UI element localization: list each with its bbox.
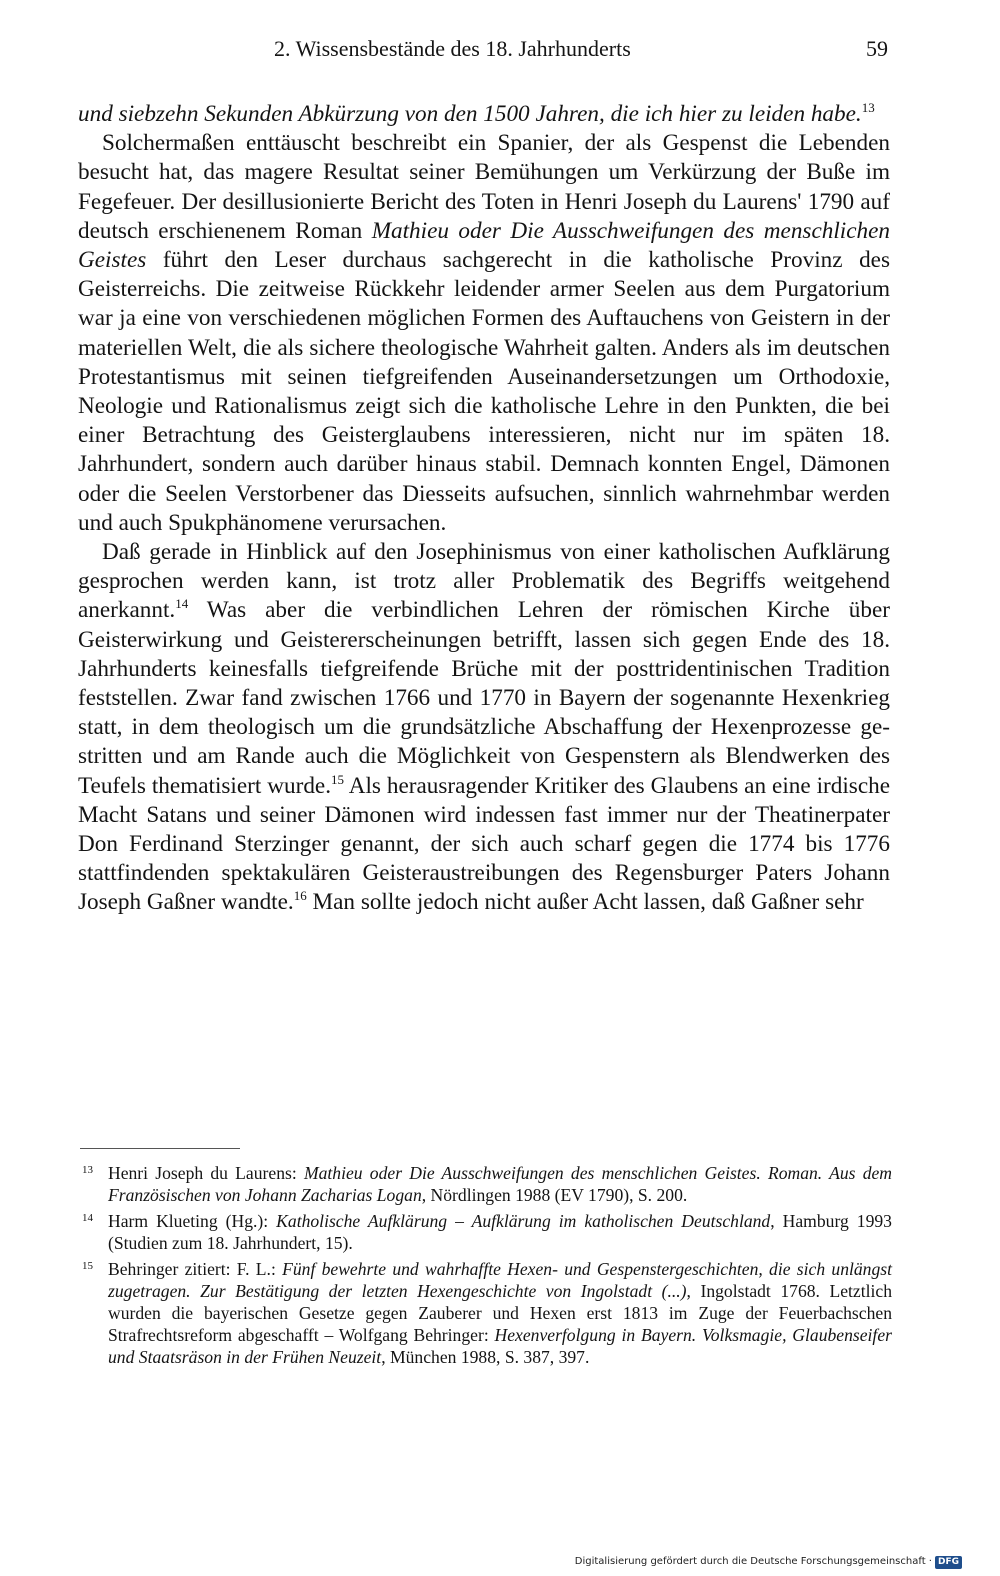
footnote-15 — [82, 1258, 892, 1368]
footnote-text: , Ingolstadt 1768. Letztlich wurden die bayerischen Gesetze gegen Zauberer und Hexen erst 1813 im Zuge der Feuerbachschen Strafrechtsreform abgeschafft – Wolfgang Behringer: — [108, 1281, 892, 1345]
footnote-13 — [82, 1162, 892, 1206]
main-text — [78, 100, 890, 918]
quote-continuation: und siebzehn Sekunden Abkürzung von den 1500 Jahren, die ich hier zu leiden habe. — [78, 101, 862, 127]
footnote-text: , Hamburg 1993 (Studien zum 18. Jahrhundert, 15). — [108, 1211, 892, 1253]
footnote-ref-15[interactable]: 15 — [331, 771, 345, 787]
footnote-text: Harm Klueting (Hg.): — [108, 1211, 277, 1231]
page-number: 59 — [866, 36, 888, 61]
paragraph-3-text-b: Was aber die verbindlichen Lehren der römischen Kirche über Geisterwirkung und Geistererscheinungen betrifft, lassen sich gegen Ende des 18. Jahrhunderts keinesfalls tiefgreifende Brüche mit der posttridentinischen Tradition feststellen. Zwar fand zwischen 1766 und 1770 in Bayern der sogenannte Hexenkrieg statt, in dem theologisch um die grundsätzliche Abschaffung der Hexenprozesse gestritten und am Rande auch die Möglichkeit von Gespenstern als Blendwerken des Teufels thematisiert wurde. — [78, 597, 890, 799]
paragraph-3-text-a: Daß gerade in Hinblick auf den Josephinismus von einer katholischen Aufklärung gesprochen werden kann, ist trotz aller Problematik des Begriffs weitgehend anerkannt. — [78, 539, 890, 624]
footnote-divider — [80, 1148, 240, 1149]
footnote-text: Henri Joseph du Laurens: — [108, 1163, 304, 1183]
footnote-title: Hexenverfolgung in Bayern. Volksmagie, Glaubenseifer und Staatsräson in der Frühen Neuzeit — [108, 1325, 892, 1367]
footnote-ref-13[interactable]: 13 — [861, 100, 875, 115]
paragraph-2-text-a: Solchermaßen enttäuscht beschreibt ein Spanier, der als Gespenst die Lebenden besucht hat, das magere Resultat seiner Bemühungen um Verkürzung der Buße im Fegefeuer. Der desillusionierte Bericht des Toten in Henri Joseph du Laurens' 1790 auf deutsch erschienenem Roman — [78, 130, 890, 244]
footnote-14 — [82, 1210, 892, 1254]
footnote-title: Mathieu oder Die Ausschweifungen des menschlichen Geistes. Roman. Aus dem Französischen von Johann Zacharias Logan — [108, 1163, 892, 1205]
running-title: 2. Wissensbestände des 18. Jahrhunderts — [274, 36, 631, 61]
footnote-title: Fünf bewehrte und wahrhaffte Hexen- und Gespenstergeschichten, die sich unlängst zugetragen. Zur Bestätigung der letzten Hexengeschichte von Ingolstadt (...) — [108, 1259, 893, 1301]
paragraph-1 — [78, 100, 890, 129]
dfg-logo-icon: DFG — [935, 1556, 962, 1569]
digitization-credit — [575, 1554, 962, 1570]
footnote-text: Behringer zitiert: F. L.: — [108, 1259, 283, 1279]
footnote-number: 15 — [82, 1260, 93, 1272]
footnote-title: Katholische Aufklärung – Aufklärung im katholischen Deutschland — [276, 1211, 771, 1231]
paragraph-3-text-d: Man sollte jedoch nicht außer Acht lassen, daß Gaßner sehr — [306, 889, 864, 916]
novel-title: Mathieu oder Die Ausschweifungen des menschlichen Geistes — [78, 217, 890, 274]
running-head — [78, 34, 890, 64]
footnote-ref-14[interactable]: 14 — [175, 596, 189, 612]
footnotes — [82, 1162, 892, 1372]
footnote-ref-16[interactable]: 16 — [293, 888, 307, 904]
paragraph-2 — [78, 129, 890, 538]
paragraph-3-text-c: Als herausragender Kritiker des Glaubens an eine irdische Macht Satans und seiner Dämonen wird indessen fast immer nur der Theatinerpater Don Ferdinand Sterzinger genannt, der sich auch scharf gegen die 1774 bis 1776 stattfindenden spektakulären Geisteraustreibungen des Regensburger Paters Johann Joseph Gaßner wandte. — [78, 772, 890, 916]
footnote-number: 14 — [82, 1212, 93, 1224]
paragraph-2-text-b: führt den Leser durchaus sachgerecht in die katholische Provinz des Geisterreichs. Die zeitweise Rückkehr leidender armer Seelen aus dem Purgatorium war ja eine von verschiedenen möglichen Formen des Auftauchens von Geistern in der materiellen Welt, die als sichere theologische Wahrheit galten. Anders als im deutschen Protestantismus mit seinen tiefgreifenden Auseinandersetzungen um Orthodoxie, Neologie und Rationalismus zeigt sich die katholische Lehre in den Punkten, die bei einer Betrachtung des Geisterglaubens interessieren, nicht nur im späten 18. Jahrhundert, sondern auch darüber hinaus stabil. Demnach konnten Engel, Dämonen oder die Seelen Verstorbener das Diesseits aufsuchen, sinnlich wahrnehmbar werden und auch Spukphänomene verursachen. — [78, 247, 890, 536]
footnote-text: , München 1988, S. 387, 397. — [381, 1347, 590, 1367]
credit-text: Digitalisierung gefördert durch die Deutsche Forschungsgemeinschaft · — [574, 1556, 932, 1567]
footnote-text: , Nördlingen 1988 (EV 1790), S. 200. — [421, 1185, 688, 1205]
paragraph-3 — [78, 538, 890, 918]
footnote-number: 13 — [82, 1164, 93, 1176]
